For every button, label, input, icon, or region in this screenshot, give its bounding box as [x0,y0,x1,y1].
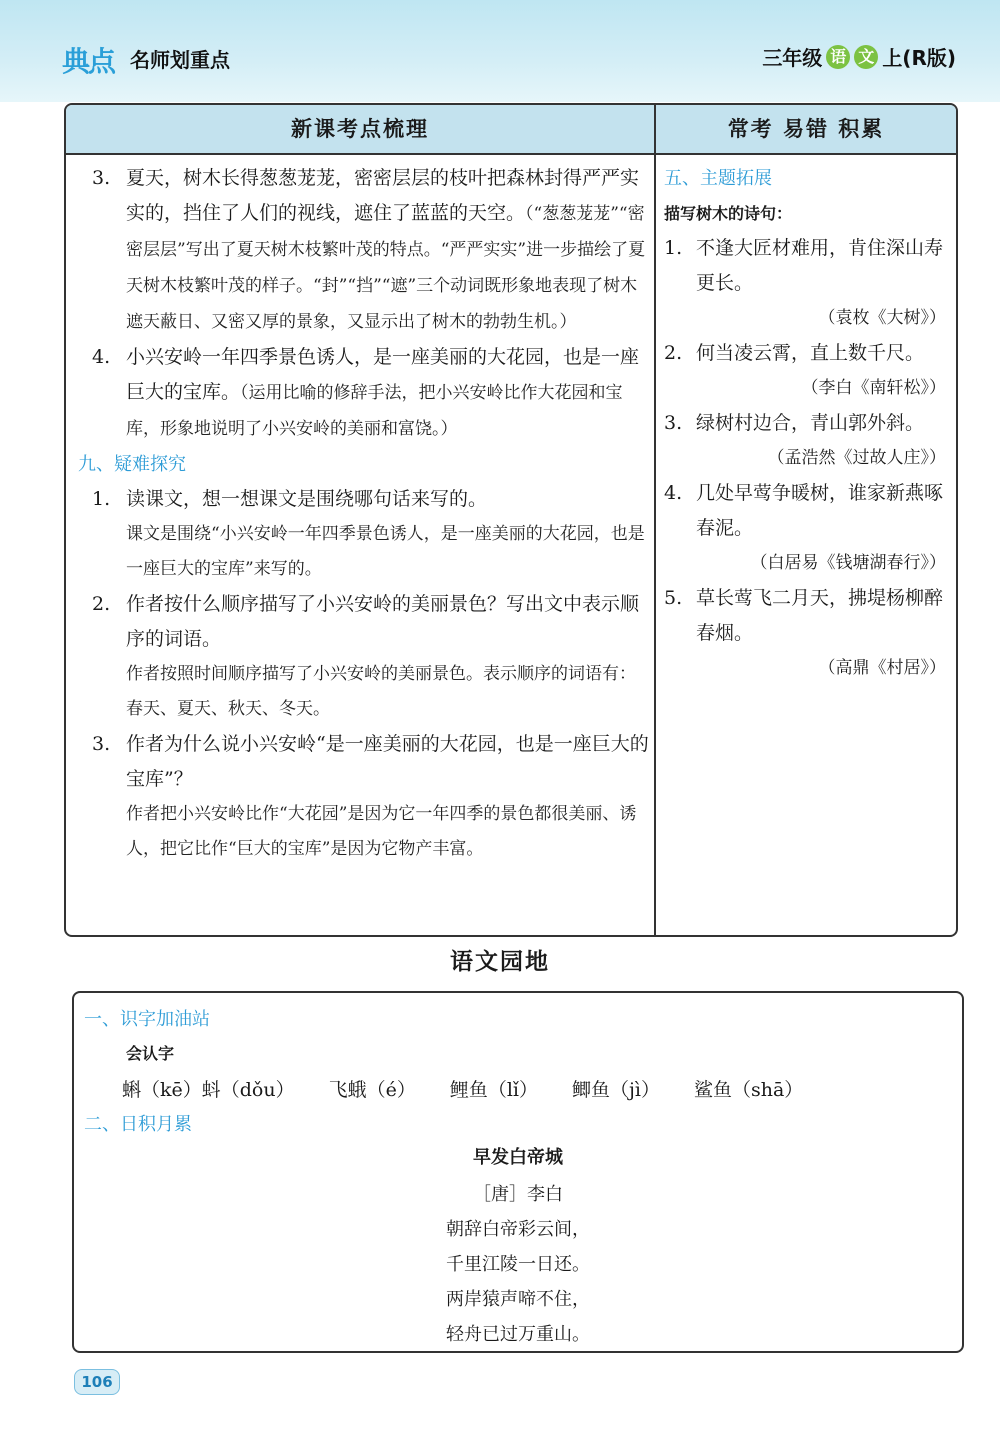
character-list [122,1075,803,1102]
extension-column [664,161,948,686]
quote-line: 绿树村边合，青山郭外斜。 [696,412,925,434]
poem-body [74,1177,962,1352]
page-number: 106 [74,1369,120,1395]
item-note: （运用比喻的修辞手法，把小兴安岭比作大花园和宝库，形象地说明了小兴安岭的美丽和富饶。） [126,383,623,439]
answer-text: 作者按照时间顺序描写了小兴安岭的美丽景色。表示顺序的词语有：春天、夏天、秋天、冬天。 [126,664,636,719]
quote-number: 1. [664,237,683,259]
character-item: 蝌（kē）蚪（dǒu） [122,1079,295,1101]
poem-author: ［唐］李白 [473,1184,563,1205]
answer-text: 课文是围绕“小兴安岭一年四季景色诱人，是一座美丽的大花园，也是一座巨大的宝库”来写的。 [126,524,645,579]
section-heading-nine: 九、疑难探究 [78,454,186,475]
quote-source: （孟浩然《过故人庄》） [767,448,946,468]
poem-line: 千里江陵一日还。 [446,1254,590,1275]
grade-subject [762,42,956,71]
right-column-title: 常考 易错 积累 [656,105,956,155]
subject-char-2: 文 [854,45,878,69]
column-divider [654,153,656,935]
quote-source: （高鼎《村居》） [818,658,946,678]
poem-line: 轻舟已过万重山。 [446,1324,590,1345]
poem-quote [664,581,948,651]
item-note: （“葱葱茏茏”“密密层层”写出了夏天树木枝繁叶茂的特点。“严严实实”进一步描绘了夏天树木枝繁叶茂的样子。“封”“挡”“遮”三个动词既形象地表现了树木遮天蔽日、又密又厚的景象，又显示出了树木的勃勃生机。） [126,204,646,332]
question-number: 1. [92,488,111,510]
review-table [64,103,958,937]
answer-text: 作者把小兴安岭比作“大花园”是因为它一年四季的景色都很美丽、诱人，把它比作“巨大的宝库”是因为它物产丰富。 [126,804,637,859]
poem-quote [664,476,948,546]
question-number: 3. [92,733,111,755]
question-item [78,727,650,797]
poem-quote [664,336,948,371]
quote-number: 2. [664,342,683,364]
poem-quote [664,406,948,441]
section-title-garden: 语文园地 [450,949,550,975]
grade-label: 三年级 [762,46,823,70]
poem-title: 早发白帝城 [473,1147,563,1168]
item-text: 夏天，树木长得葱葱茏茏，密密层层的枝叶把森林封得严严实实的，挡住了人们的视线，遮住了蓝蓝的天空。 [126,167,640,224]
daily-accumulation-heading: 二、日积月累 [84,1114,192,1135]
subject-char-1: 语 [826,45,850,69]
question-item [78,482,650,517]
recognize-chars-label: 会认字 [126,1044,175,1063]
poem-line: 两岸猿声啼不住， [446,1289,590,1310]
character-item: 鲫鱼（jì） [572,1079,660,1101]
question-text: 作者为什么说小兴安岭“是一座美丽的大花园，也是一座巨大的宝库”？ [126,733,649,790]
quote-line: 不逢大匠材难用，肯住深山寿更长。 [696,237,944,294]
left-column-title: 新课考点梳理 [66,105,656,155]
item-number: 3. [92,167,111,189]
brand-logo: 典点 [62,45,115,78]
quote-number: 5. [664,587,683,609]
quote-source: （袁枚《大树》） [818,308,946,328]
question-item [78,587,650,657]
question-text: 作者按什么顺序描写了小兴安岭的美丽景色？写出文中表示顺序的词语。 [126,593,640,650]
question-text: 读课文，想一想课文是围绕哪句话来写的。 [126,488,488,510]
language-garden-box [72,991,964,1353]
quote-source: （白居易《钱塘湖春行》） [750,553,946,573]
key-points-column [78,161,650,867]
quote-number: 4. [664,482,683,504]
character-item: 鲤鱼（lǐ） [449,1079,539,1101]
item-number: 4. [92,346,111,368]
quote-line: 何当凌云霄，直上数千尺。 [696,342,925,364]
character-item: 鲨鱼（shā） [693,1079,804,1101]
character-item: 飞蛾（é） [328,1079,416,1101]
series-title: 名师划重点 [130,48,230,72]
literacy-section-heading: 一、识字加油站 [84,1009,210,1030]
item-text: 小兴安岭一年四季景色诱人，是一座美丽的大花园，也是一座巨大的宝库。 [126,346,640,403]
quote-number: 3. [664,412,683,434]
page-header [0,0,1000,102]
question-number: 2. [92,593,111,615]
section-subtitle: 描写树木的诗句： [664,204,793,223]
edition-label: 上(R版) [882,46,956,70]
poem-quote [664,231,948,301]
key-point-item [78,161,650,340]
quote-line: 草长莺飞二月天，拂堤杨柳醉春烟。 [696,587,944,644]
key-point-item [78,340,650,447]
poem-line: 朝辞白帝彩云间， [446,1219,590,1240]
section-heading-five: 五、主题拓展 [664,168,772,189]
quote-line: 几处早莺争暖树，谁家新燕啄春泥。 [696,482,944,539]
quote-source: （李白《南轩松》） [801,378,946,398]
